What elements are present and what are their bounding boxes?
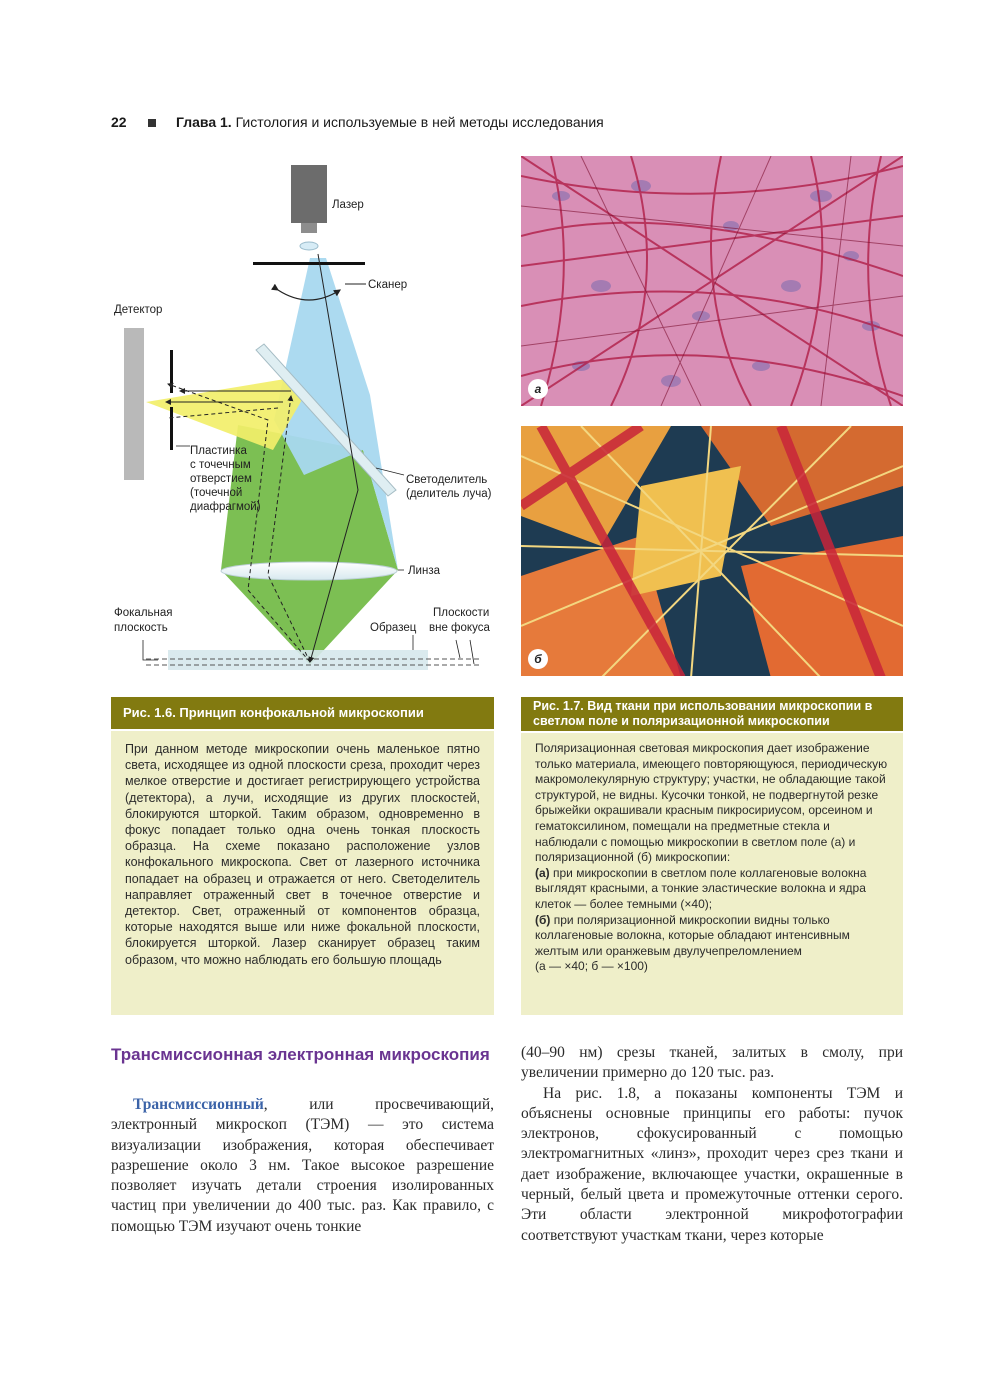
- label-focal-2: плоскость: [114, 622, 168, 634]
- label-scanner: Сканер: [368, 279, 408, 291]
- label-detector: Детектор: [114, 304, 163, 316]
- label-outfocus-2: вне фокуса: [429, 622, 490, 634]
- figure-1-6-caption: [111, 731, 494, 1015]
- section-heading: Трансмиссионная электронная микроскопия: [111, 1045, 490, 1064]
- label-pinhole-1: Пластинка: [190, 445, 247, 457]
- label-splitter-1: Светоделитель: [406, 474, 488, 486]
- pinhole-plate-bottom: [170, 407, 173, 450]
- body-text-right: [521, 1043, 903, 1246]
- figure-1-7-caption-p2: (а) при микроскопии в светлом поле коллагеновые волокна выглядят красными, а тонкие эластические волокна и ядра клеток — более темными (×40);: [535, 865, 867, 911]
- running-header: [176, 114, 604, 130]
- figure-1-7-title: Рис. 1.7. Вид ткани при использовании микроскопии в светлом поле и поляризационной микроскопии: [521, 697, 903, 731]
- body-text-left: [111, 1095, 494, 1237]
- page-number: 22: [111, 114, 127, 130]
- detector-bar: [124, 328, 144, 480]
- label-pinhole-2: с точечным: [190, 459, 251, 471]
- header-square-bullet: [148, 119, 156, 127]
- figure-1-7-caption-p3: (б) при поляризационной микроскопии видны только коллагеновые волокна, которые обладают интенсивным желтым или оранжевым двулучепреломлением: [535, 912, 850, 958]
- figure-1-6-caption-text: При данном методе микроскопии очень маленькое пятно света, исходящее из одной плоскости среза, проходит через мелкое отверстие и достигает регистрирующего устройства (детектора), а лучи, исходящие из других плоскостей, блокируются шторкой. Таким образом, одновременно в фокус попадает только одна очень тонкая плоскость образца. На схеме показано расположение узлов конфокального микроскопа. Свет от лазерного источника попадает на образец и отражается от него. Светоделитель направляет отраженный свет в точечное отверстие и детектор. Свет, отраженный от компонентов образца, которые находятся выше или ниже фокальной плоскости, блокируется шторкой. Лазер сканирует образец таким образом, что можно наблюдать его большую площадь: [125, 742, 480, 967]
- chapter-title: Гистология и используемые в ней методы исследования: [235, 114, 604, 130]
- label-laser: Лазер: [332, 199, 364, 211]
- pinhole-plate-top: [170, 350, 173, 393]
- chapter-label: Глава 1.: [176, 114, 232, 130]
- paragraph-continuation: (40–90 нм) срезы тканей, залитых в смолу, при увеличении примерно до 120 тыс. раз.: [521, 1044, 903, 1082]
- label-focal-1: Фокальная: [114, 607, 173, 619]
- micrograph-polarized: [521, 426, 903, 676]
- sample-slab: [168, 650, 428, 670]
- brightfield-texture: [521, 156, 903, 406]
- label-pinhole-3: отверстием: [190, 473, 252, 485]
- figure-1-7-caption-p4: (а — ×40; б — ×100): [535, 959, 648, 974]
- paragraph-fig-1-8: На рис. 1.8, а показаны компоненты ТЭМ и объяснены основные принципы его работы: пучок электронов, сфокусированный с помощью электромагнитных «линз», проходит через срез ткани и дает изображение, включающее участки, окрашенные в черный, белый цвета и промежуточные оттенки серого. Эти области электронной микрофотографии соответствуют участкам ткани, через которые: [521, 1084, 903, 1244]
- polarized-texture: [521, 426, 903, 676]
- caption-marker-b: (б): [535, 912, 551, 927]
- label-pinhole-4: (точечной: [190, 487, 243, 499]
- label-splitter-2: (делитель луча): [406, 488, 492, 500]
- caption-marker-a: (а): [535, 865, 550, 880]
- photo-label-b: б: [528, 649, 548, 669]
- laser-housing: [291, 165, 327, 223]
- term-transmission: Трансмиссионный: [133, 1096, 264, 1113]
- scanner-plate: [253, 262, 365, 265]
- figure-1-7-caption: [521, 733, 903, 1015]
- confocal-microscope-diagram: [108, 150, 500, 680]
- figure-1-7-caption-p1: Поляризационная световая микроскопия дает изображение только материала, имеющего повторяющуюся, периодическую макромолекулярную структуру; участки, не обладающие такой структурой, не видны. Кусочки тонкой, не подвергнутой резке брыжейки окрашивали красным пикросириусом, орсеином и гематоксилином, помещали на предметные стекла и наблюдали с помощью микроскопии в светлом поле (а) и поляризационной (б) микроскопии:: [535, 741, 888, 865]
- paragraph-tem-intro: Трансмиссионный, или просвечивающий, электронный микроскоп (ТЭМ) — это система визуализации изображения, которая обеспечивает разрешение около 3 нм. Такое высокое разрешение позволяет изучать детали строения изолированных частиц при увеличении до 400 тыс. раз. Как правило, с помощью ТЭМ изучают очень тонкие: [111, 1096, 494, 1235]
- lens: [221, 562, 397, 580]
- label-pinhole-5: диафрагмой): [190, 501, 261, 513]
- photo-label-a: а: [528, 379, 548, 399]
- figure-1-6-title: Рис. 1.6. Принцип конфокальной микроскопии: [111, 697, 494, 729]
- micrograph-brightfield: [521, 156, 903, 406]
- label-sample: Образец: [370, 622, 417, 634]
- label-outfocus-1: Плоскости: [433, 607, 490, 619]
- label-lens: Линза: [408, 565, 440, 577]
